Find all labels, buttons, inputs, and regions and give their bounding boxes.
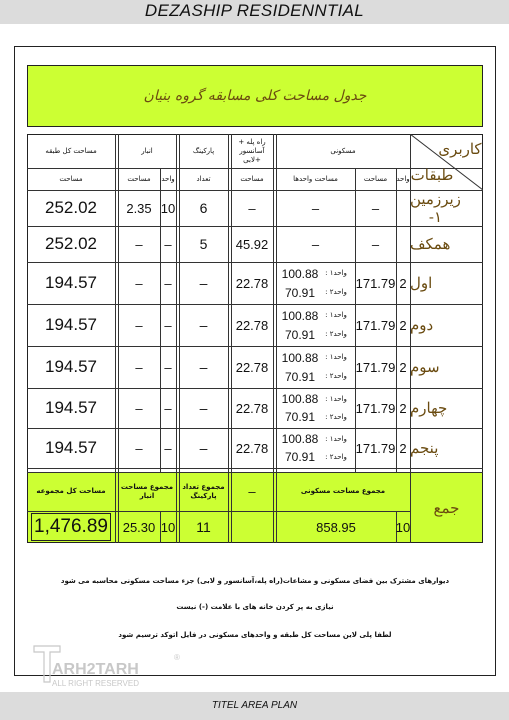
res-area-cell: 171.79 [355, 317, 396, 333]
parking-count-subheader: تعداد [196, 174, 211, 183]
res-units-cell [396, 226, 410, 262]
res-area-cell: – [371, 236, 380, 252]
storage-units-cell: 10 [160, 200, 176, 216]
unit1-area: 100.88 [281, 350, 319, 365]
totals-total-value: 1,476.89 [31, 513, 111, 541]
unit2-area: 70.91 [284, 327, 316, 342]
res-area-cell: 171.79 [355, 440, 396, 456]
res-area-cell: 171.79 [355, 359, 396, 375]
parking-cell: – [199, 440, 208, 456]
column-line [228, 134, 229, 543]
totals-res-value: 858.95 [316, 519, 356, 535]
parking-cell: 5 [199, 236, 208, 252]
res-area-cell: – [371, 200, 380, 216]
floor-label: چهارم [410, 399, 448, 417]
unit1-area: 100.88 [281, 432, 319, 446]
unit2-label: واحد۲ : [325, 452, 347, 461]
res-unit-areas-cell: – [311, 200, 320, 216]
floor-label: همکف [410, 235, 451, 253]
storage-unit-subheader: واحد [161, 174, 175, 183]
unit2-area: 70.91 [284, 285, 316, 300]
footer-title: TITEL AREA PLAN [211, 700, 298, 711]
unit1-area: 100.88 [281, 266, 319, 281]
residential-header: مسکونی [330, 146, 356, 155]
stair-cell: – [248, 200, 256, 216]
stair-cell: 22.78 [235, 275, 269, 291]
storage-units-cell: – [164, 275, 172, 291]
stair-cell: 22.78 [235, 359, 269, 375]
unit1-label: واحد۱ : [325, 353, 347, 361]
storage-area-cell: – [135, 400, 143, 416]
total-area-cell: 194.57 [45, 315, 97, 334]
res-units-cell [396, 190, 410, 226]
unit2-label: واحد۲ : [325, 288, 347, 296]
floor-label: زیرزمین ۱- [409, 190, 461, 226]
total-area-cell: 252.02 [45, 234, 97, 253]
storage-area-cell: – [135, 236, 143, 252]
unit1-label: واحد۱ : [325, 269, 347, 277]
totals-storage-header: مجموع مساحت انبار [120, 482, 174, 500]
storage-area-subheader: مساحت [127, 174, 151, 183]
corner-label-floors: طبقات [410, 166, 454, 184]
table-banner-title: جدول مساحت کلی مسابقه گروه بنیان [27, 65, 483, 127]
floor-label: سوم [410, 358, 440, 376]
unit2-label: واحد۲ : [325, 372, 347, 380]
totals-total-header: مساحت کل مجموعه [36, 487, 106, 495]
column-line [176, 134, 177, 543]
floor-label: اول [410, 274, 433, 292]
total-area-cell: 252.02 [45, 198, 97, 217]
res-unit-areas-subheader: مساحت واحدها [293, 174, 338, 183]
res-area-subheader: مساحت [363, 174, 388, 183]
res-units-cell: 2 [399, 275, 407, 291]
stair-area-subheader: مساحت [240, 174, 264, 183]
parking-cell: – [199, 317, 208, 333]
column-line [115, 134, 116, 543]
storage-area-cell: – [135, 275, 143, 291]
note-2: نیازی به پر کردن خانه های با علامت (-) نیست [176, 603, 334, 611]
stair-cell: 22.78 [235, 317, 269, 333]
storage-area-cell: – [135, 359, 143, 375]
unit1-label: واحد۱ : [325, 394, 347, 403]
res-unit-subheader: واحد [396, 174, 410, 183]
storage-units-cell: – [164, 317, 172, 333]
res-units-cell: 2 [399, 400, 407, 416]
storage-header: انبار [141, 146, 153, 155]
floor-label: دوم [410, 316, 434, 334]
unit2-label: واحد۲ : [325, 330, 347, 338]
total-area-subheader: مساحت [59, 174, 83, 183]
stair-cell: 45.92 [235, 236, 269, 252]
stair-cell: 22.78 [235, 400, 269, 416]
totals-storage-units: 10 [160, 519, 176, 535]
res-units-cell: 2 [399, 317, 407, 333]
totals-stair: – [248, 484, 256, 499]
logo-subtext: ALL RIGHT RESERVED [52, 679, 139, 688]
total-area-cell: 194.57 [45, 273, 97, 292]
storage-area-cell: – [135, 440, 143, 456]
totals-parking-value: 11 [196, 519, 211, 535]
row-line [27, 468, 483, 469]
parking-cell: – [199, 400, 208, 416]
storage-units-cell: – [164, 400, 172, 416]
note-1: دیوارهای مشترک بین فضای مسکونی و مشاعات(راه پله،آسانسور و لابی) جزء مساحت مسکونی محاسبه می شود [60, 577, 450, 585]
res-area-cell: 171.79 [355, 275, 396, 291]
column-line [273, 134, 274, 543]
total-area-header: مساحت کل طبقه [45, 146, 97, 155]
storage-area-cell: – [135, 317, 143, 333]
totals-res-header: مجموع مساحت مسکونی [300, 487, 386, 495]
total-area-cell: 194.57 [45, 398, 97, 417]
res-unit-areas-cell: – [311, 236, 320, 252]
unit2-area: 70.91 [284, 410, 316, 424]
total-area-cell: 194.57 [45, 438, 97, 457]
parking-cell: – [199, 359, 208, 375]
unit1-label: واحد۱ : [325, 434, 347, 443]
parking-cell: 6 [199, 200, 208, 216]
stair-header: راه پله + آسانسور +لابی [238, 137, 266, 164]
total-area-cell: 194.57 [45, 357, 97, 376]
unit2-label: واحد۲ : [325, 412, 347, 421]
totals-res-units: 10 [395, 519, 411, 535]
unit1-label: واحد۱ : [325, 311, 347, 319]
storage-units-cell: – [164, 440, 172, 456]
parking-cell: – [199, 275, 208, 291]
logo-text: ARH2TARH [52, 661, 139, 678]
unit1-area: 100.88 [281, 308, 319, 323]
unit1-area: 100.88 [281, 392, 319, 406]
unit2-area: 70.91 [284, 369, 316, 384]
res-units-cell: 2 [399, 440, 407, 456]
res-units-cell: 2 [399, 359, 407, 375]
note-3: لطفا پلی لاین مساحت کل طبقه و واحدهای مسکونی در فایل اتوکد ترسیم شود [118, 631, 392, 639]
storage-units-cell: – [164, 236, 172, 252]
parking-header: پارکینگ [192, 146, 215, 155]
totals-label: جمع [433, 498, 460, 517]
stair-cell: 22.78 [235, 440, 269, 456]
unit2-area: 70.91 [284, 450, 316, 464]
totals-storage-value: 25.30 [122, 519, 156, 535]
page-title: DEZASHIP RESIDENNTIAL [144, 1, 365, 20]
logo-registered-mark: ® [174, 653, 180, 662]
storage-area-cell: 2.35 [126, 200, 152, 216]
res-area-cell: 171.79 [355, 400, 396, 416]
arh2tarh-logo-icon [30, 642, 200, 692]
totals-parking-header: مجموع تعداد پارکینگ [182, 482, 225, 500]
floor-label: پنجم [410, 439, 439, 457]
storage-units-cell: – [164, 359, 172, 375]
corner-label-usage: کاربری [438, 140, 482, 158]
